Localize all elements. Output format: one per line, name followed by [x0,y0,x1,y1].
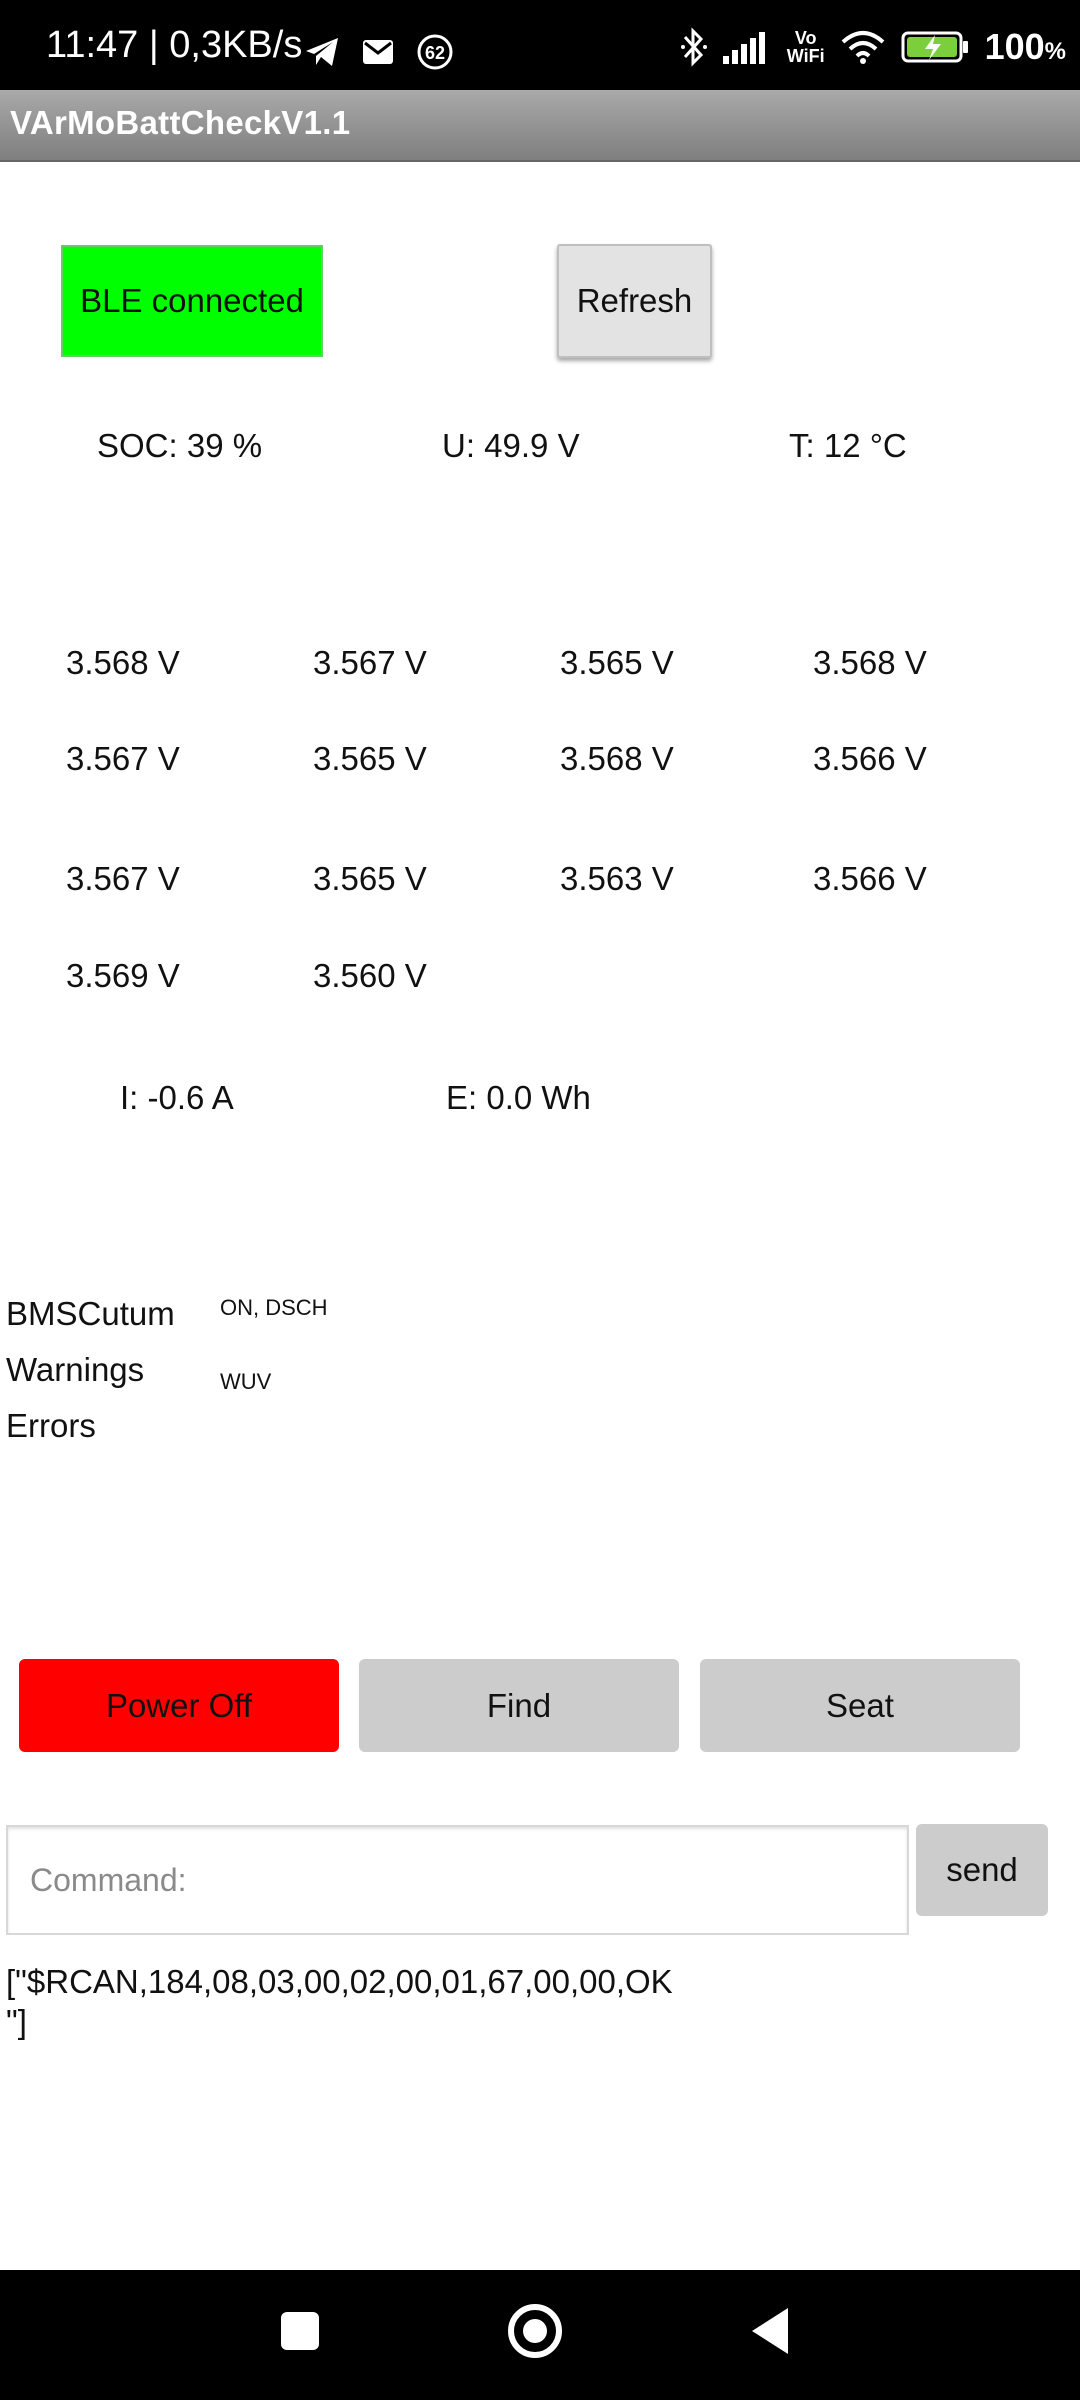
errors-label: Errors [6,1407,96,1444]
cell-voltage-2: 3.567 V [313,644,427,681]
command-input[interactable] [6,1825,909,1935]
app-title: VArMoBattCheckV1.1 [10,104,351,141]
cell-voltage-3: 3.565 V [560,644,674,681]
warnings-value: WUV [220,1369,272,1394]
voltage-value: U: 49.9 V [442,427,580,464]
cell-voltage-4: 3.568 V [813,644,927,681]
cell-voltage-7: 3.568 V [560,740,674,777]
status-bar [0,0,1080,90]
command-response: ["$RCAN,184,08,03,00,02,00,01,67,00,00,OK "] [6,1963,673,2040]
back-icon[interactable] [752,2308,788,2354]
recents-icon[interactable] [281,2312,319,2350]
navigation-bar [0,2270,1080,2400]
seat-button[interactable]: Seat [700,1659,1020,1752]
notification-badge-count: 62 [424,43,446,63]
mail-icon [362,39,394,65]
power-off-button[interactable]: Power Off [19,1659,339,1752]
telegram-icon [304,36,340,68]
cell-voltage-12: 3.566 V [813,860,927,897]
warnings-label: Warnings [6,1351,145,1388]
signal-icon [723,30,771,64]
cell-voltage-14: 3.560 V [313,957,427,994]
bluetooth-icon [681,27,707,67]
battery-charging-icon [901,30,969,64]
send-button[interactable]: send [916,1824,1048,1916]
cell-voltage-5: 3.567 V [66,740,180,777]
cell-voltage-13: 3.569 V [66,957,180,994]
home-icon[interactable] [508,2304,562,2358]
cell-voltage-8: 3.566 V [813,740,927,777]
wifi-icon [841,30,885,64]
refresh-button[interactable]: Refresh [557,244,712,358]
cell-voltage-6: 3.565 V [313,740,427,777]
cell-voltage-10: 3.565 V [313,860,427,897]
ble-status-indicator[interactable]: BLE connected [61,245,323,357]
vowifi-icon: Vo WiFi [786,28,825,66]
cell-voltage-11: 3.563 V [560,860,674,897]
soc-value: SOC: 39 % [97,427,263,464]
bms-custom-value: ON, DSCH [220,1295,328,1320]
battery-percent: 100% [984,26,1066,67]
cell-voltage-9: 3.567 V [66,860,180,897]
cell-voltage-1: 3.568 V [66,644,180,681]
find-button[interactable]: Find [359,1659,679,1752]
status-time: 11:47 | 0,3KB/s [46,24,303,66]
app-title-bar [0,90,1080,162]
bms-custom-label: BMSCutum [6,1295,175,1332]
notification-badge-icon [416,33,454,71]
current-value: I: -0.6 A [120,1079,234,1116]
temperature-value: T: 12 °C [789,427,907,464]
energy-value: E: 0.0 Wh [446,1079,591,1116]
